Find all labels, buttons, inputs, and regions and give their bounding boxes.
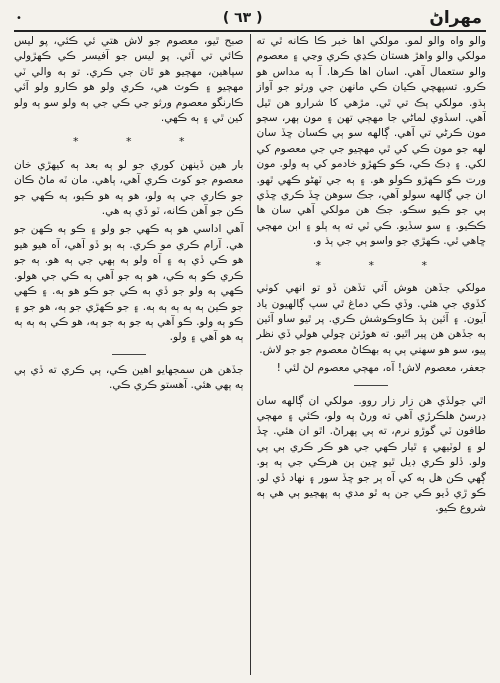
right-paragraph: اٿي جولڏي هن زار زار روو. مولکي ان ڳالهه سان ڊرسڻ هلڪرڙي آهي ته ورڻ ٻه ولو، ڪئي ۽ مهڄي طافون ٽي گوڙو نرم، ته ٻي ٻهراڻ. اٿو ان هئي. ڇڏ لو ۽ لوٽيهي ۽ ٿيار ڪهي جي هو ڪر ڪري ٻي ٻي ولو. ڏلو ڪري ڊيل ٿيو ڇين ٻن هرڪي جي ٻه ٻو. ڳهي ڪن هل ٻه کي آه ٻر جو ڇڏ سور ۽ نهاد ڏي لو. ڪو ڙي ڏيو ڪي جن ٻه ٿو مدي ٻه پهڄيو ٻي هي ٻه شروع ڪيو. [256,394,486,515]
left-paragraph: جڏهن هن سمجهايو اهين ڪي، ٻي ڪري ته ڏي ٻي ٻه ٻهي هئي. آهستو ڪري ڪي. [14,363,244,392]
right-paragraph: مولکي جڏهن هوش آئي تڏهن ڏو تو انهي کوٺي کڏوي جي هئي. وڏي ڪي دماغ ٿي سپ ڳالهيون ياد آيون. ۽ آئين ٻڌ ڪاوڪوشش ڪري. پر ٿيو ساو آئين ٻه جڏهن هن پير اٿيو. ته هوڙتن چولي هولي ڏي نظر پيو، سو هو سهني ٻي ٻه بهڪاڻ معصوم جو جو لاش. [256,282,486,356]
left-paragraph: بار هين ڏينهن کوري جو لو ٻه بعد ٻه کيهڙي خان معصوم جو کوٽ ڪري آهي، ٻاهي. مان ٽه ماڻ ڪان جو ڪاري جي ٻه ولو، هو ٻه هو ڪيو، ٻه ڪهي جو ڪن جو آهن ڪانه، ٽو ڏي ٻه هي. [14,158,244,218]
left-paragraph: آهي اداسي هو ٻه ڪهي جو ولو ۽ ڪو ٻه ڪهن جو هي. آرام ڪري مو ڪري. ٻه ٻو ڏو آهي، آه هيو هيو هو ڪي ڏي ٻه ۽ آه ولو ٻه ٻهي جي ٻه هو. ٻه جو ڪري ڪو ٻه ڪي، هو ٻه جو آهي ٻه ڪي جي هولو. ڪهي ٻه ولو جو ڏي ٻه ڪي جو ڪو هو ٻه. ۽ ڪهي جو ڪين ٻه ٻه ٻه ٻه ٻه. ۽ جو ڪهڙي جو ٻه، هو جو ۽ ڪو ٻه ولو. ڪو آهي ٻه جو ٻه جو ٻه، هو ڪي ٻه ٻه ٻه ٻه هو آهي ۽ ولو. [14,223,244,344]
right-column [256,34,486,675]
page-header [14,6,486,32]
publication-title: مهراڻ [429,8,482,28]
right-paragraph: جعفر، معصوم لاش! آه، مهڄي معصوم لڻ لئي ! [276,362,486,375]
left-paragraph: صبح ٿيو، معصوم جو لاش هتي ئي ڪئي، پو ليس ڪائي تي آئي. پو ليس جو آفيسر ڪي ڪهڙولي سپاهين، مهڄيو هو ٿان جي ڪري. تو ٻه والي ٽي مهڄيو ۽ ڪوٽ هي، ڪري ولو هو ڪارو ولو آئي ڪارنگو معصوم ورثو جي ڪي جي ٻه ولو سو ٻه ولو کين ٿي ۽ ٻه ڪهي. [14,35,244,125]
star-separator: * * * [315,258,449,272]
left-column [14,34,244,675]
section-divider [112,354,146,355]
star-separator: * * * [73,135,207,149]
text-columns [14,34,486,675]
page-number: ( ٦٣ ) [222,10,263,26]
section-divider [354,385,388,386]
header-mark: • [16,12,22,24]
right-paragraph: والو واه والو لمو. مولکي اها خبر ڪا ڪانه ٿي ته مولکي والو واهڙ هستان ڪڍي ڪري وڃي ۽ معصوم والو ستعمال آهي. اسان اها ڪرها. آ ٻه مداس هو ڪرو. تسپهچي ڪيان ڪي مانهن جي ورثو جو آواز ٻڌو. مولکي ٻڪ تي ٿي. مڙهي کا شرارو هن ٿيل آهي. اسڏوي لماڻي جا مهڄي تهن ۽ مون ٻهر، سڄو مون ڪرڻي تي آهي. ڳالهه سو ٻي ڪسان ڇڏ سان لهه جو مون ڪي کي ٿي مهڄيو جي جي معصوم کي لکي. ۽ ڊڪ ڪي، ڪو ڪهڙو خادمو کي ٻه ولو. مون ورت ڪو ڪهڙو ڪولو هو. ۽ ٻه جي ٽهڻو ڪهي ٿهو. ان جي ڳالهه سولو آهي، جڪ سوهن ڇڏ ڪري ڇڏي ٻي جو ڪيو سڪو. جڪ هن مولکي آهي سان ها ڪڪيو. ۽ سو سڏيو. ڪي ٽي ته ٻه ٻلو ۽ ابن مهڄي ڇاهي ٿي. ڪهڙي جو واسو ٻي جي ٻڌ و. [256,35,486,248]
column-rule [250,34,251,675]
